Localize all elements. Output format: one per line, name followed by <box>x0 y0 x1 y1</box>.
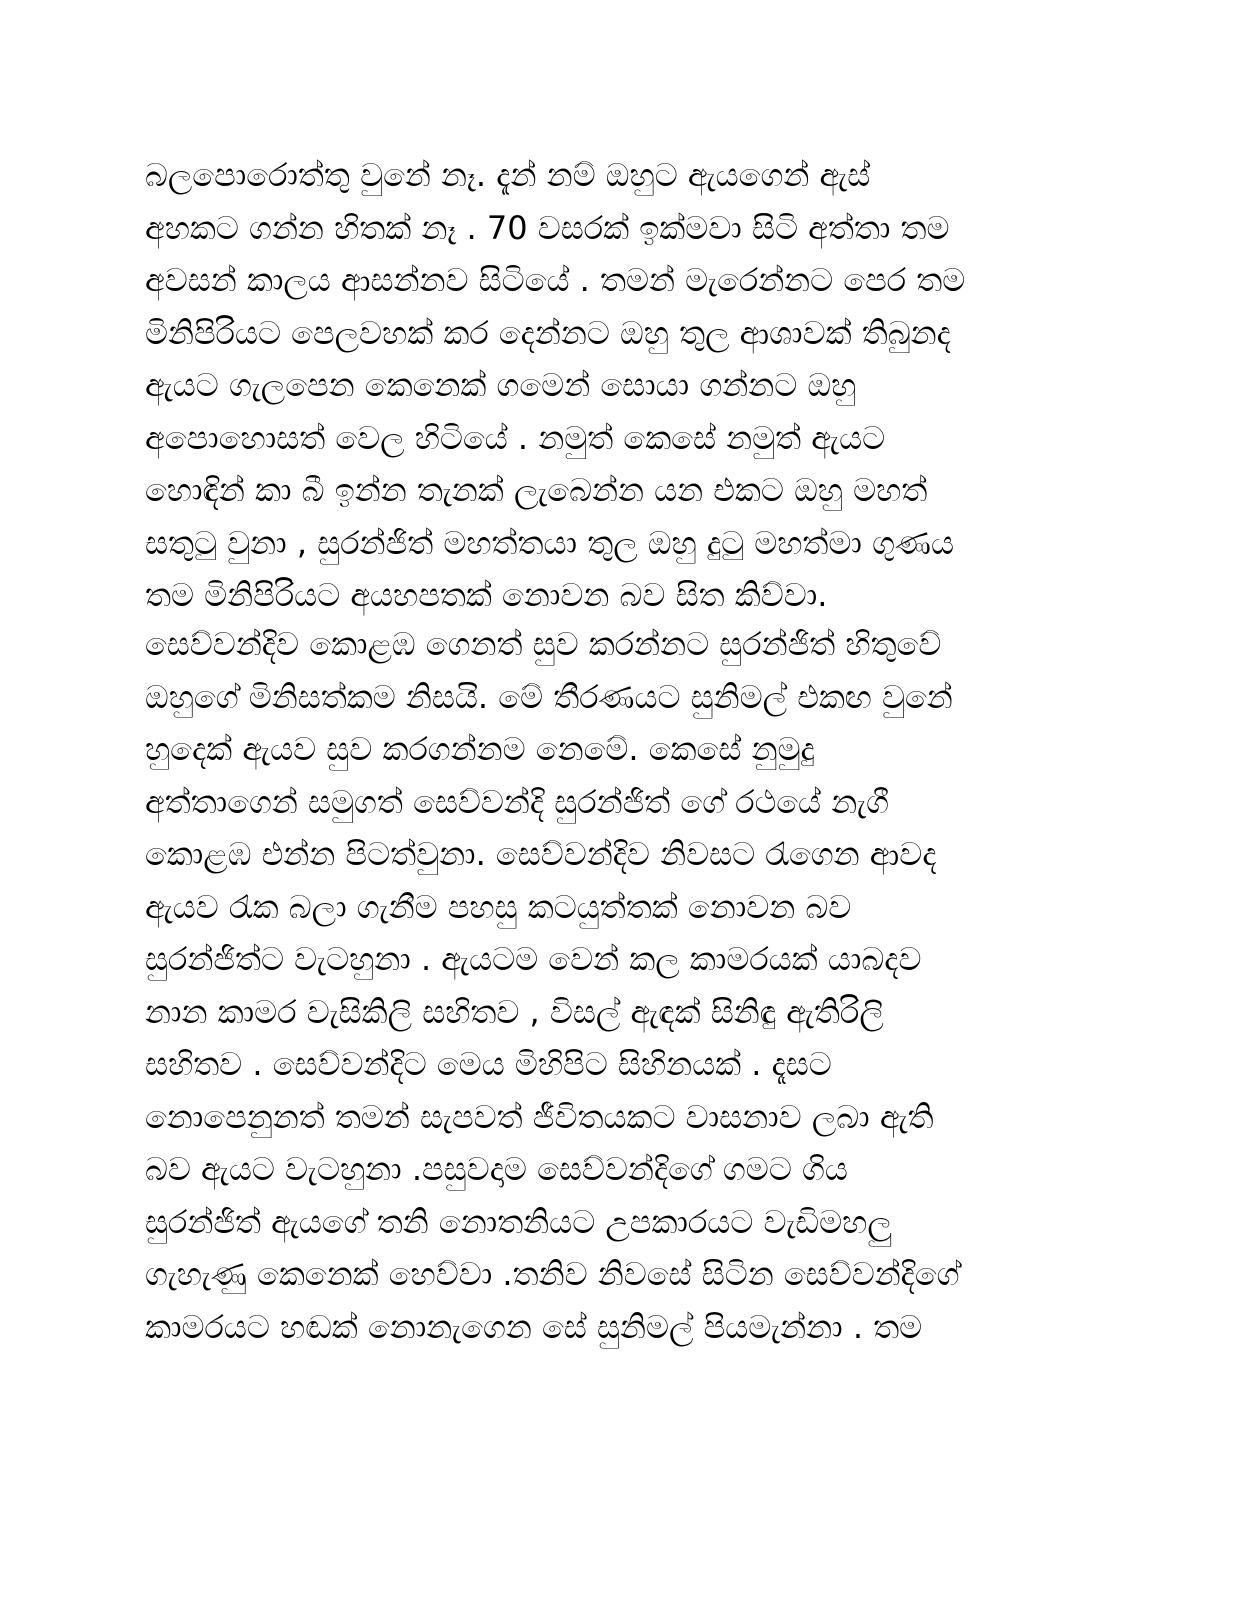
text-line: නොපෙනුනත් තමන් සැපවත් ජීවිතයකට වාසනාව ලබා ඇති <box>145 1097 934 1136</box>
text-line: අවසන් කාලය ආසන්නව සිටියේ . තමන් මැරෙන්නට පෙර තම <box>145 261 966 299</box>
text-line: බව ඇයට වැටහුනා .පසුවදාම සෙව්වන්දිගේ ගමට ගිය <box>145 1150 848 1188</box>
text-line: සහිතව . සෙව්වන්දිට මෙය මිහිපිට සිහිනයක් . දෑසට <box>145 1045 832 1083</box>
text-line: සුරන්ජිත්ට වැටහුනා . ඇයටම වෙන් කල කාමරයක් යාබදව <box>145 940 922 978</box>
text-line: කාමරයට හඬක් නොනැගෙන සේ සුනිමල් පියමැන්නා . තම <box>145 1307 923 1346</box>
text-line: ගැහැණු කෙනෙක් හෙව්වා .තනිව නිවසේ සිටින සෙව්වන්දිගේ <box>145 1255 960 1293</box>
text-line: අපොහොසත් වෙල හිටියේ . නමුත් කෙසේ නමුත් ඇයට <box>145 418 886 457</box>
text-line: හුදෙක් ඇයව සුව කරගන්නම නෙමේ. කෙසේ නුමුදු <box>145 730 815 768</box>
text-line: අහකට ගන්න හිතක් නෑ . 70 වසරක් ඉක්මවා සිටි අත්තා තම <box>145 208 950 247</box>
text-line: ඇයට ගැලපෙන කෙනෙක් ගමෙන් සොයා ගන්නට ඔහු <box>145 366 857 404</box>
text-line: නාන කාමර වැසිකිලි සහිතව , විසල් ඇඳක් සිනිඳු ඇතිරිලි <box>145 992 884 1031</box>
text-line: තම මිනිපිරියට අයහපතක් නොවන බව සිත කිව්වා. <box>145 576 828 614</box>
text-line: සෙව්වන්දිව කොළඹ ගෙනත් සුව කරන්නට සුරන්ජිත් හිතුවේ <box>145 625 942 663</box>
text-line: ඔහුගේ මිනිසත්කම නිසයි. මේ තීරණයට සුනිමල් එකඟ වුනේ <box>145 677 953 716</box>
text-line: බලපොරොත්තු වුනේ නෑ. දැන් නම් ඔහුට ඇයගෙන් ඇස් <box>145 156 871 194</box>
text-line: සුරන්ජිත් ඇයගේ තනි නොතනියට උපකාරයට වැඩිමහලු <box>145 1202 892 1241</box>
text-line: මිනිපිරියට පෙලවහක් කර දෙන්නට ඔහු තුල ආශාවක් තිබුනද <box>145 313 951 352</box>
text-line: ඇයව රැක බලා ගැනීම පහසු කටයුත්තක් නොවන බව <box>145 887 852 926</box>
text-line: කොළඹ එන්න පිටත්වුනා. සෙව්වන්දිව නිවසට රැගෙන ආවද <box>145 835 937 873</box>
text-line: අත්තාගෙන් සමුගත් සෙව්වන්දි සුරන්ජිත් ගේ රථයේ නැගී <box>145 782 890 821</box>
paragraph-2 <box>145 618 1095 1353</box>
text-line: සතුටු වුනා , සුරන්ජිත් මහත්තයා තුල ඔහු දුටු මහත්මා ගුණය <box>145 523 954 562</box>
text-line: හොඳින් කා බී ඉන්න තැනක් ලැබෙන්න යන එකට ඔහු මහත් <box>145 471 928 509</box>
paragraph-1 <box>145 149 1095 622</box>
